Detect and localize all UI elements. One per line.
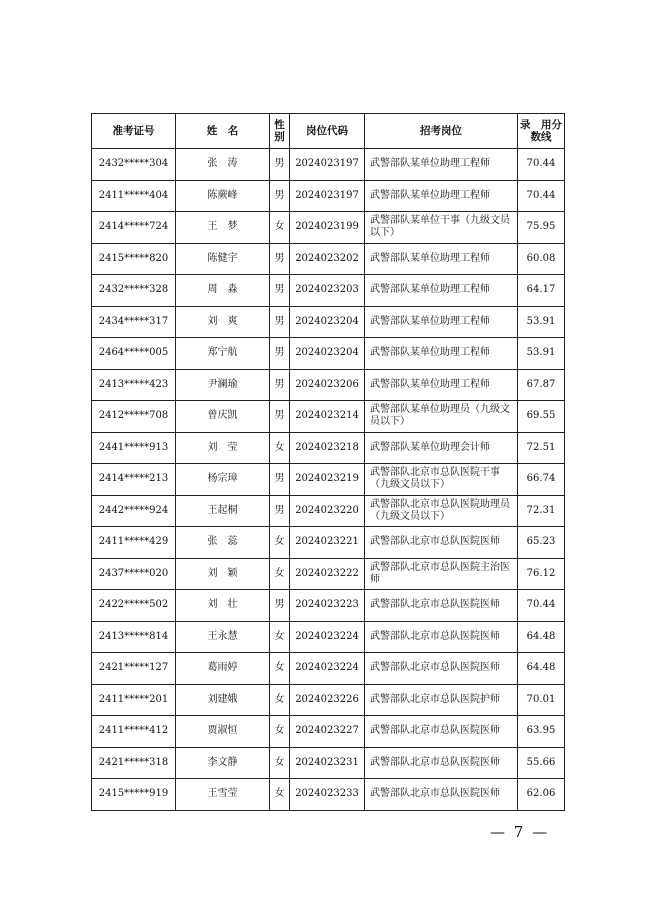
cell-gender: 男 xyxy=(270,369,290,401)
table-row xyxy=(92,212,565,244)
cell-id: 2411*****429 xyxy=(92,527,176,559)
cell-gender: 男 xyxy=(270,180,290,212)
cell-score: 53.91 xyxy=(518,338,565,370)
cell-code: 2024023231 xyxy=(290,747,365,779)
cell-score: 70.44 xyxy=(518,149,565,181)
cell-score: 75.95 xyxy=(518,212,565,244)
cell-gender: 女 xyxy=(270,747,290,779)
cell-position: 武警部队某单位助理会计师 xyxy=(365,432,518,464)
cell-gender: 男 xyxy=(270,149,290,181)
cell-id: 2414*****213 xyxy=(92,464,176,496)
cell-position: 武警部队北京市总队医院医师 xyxy=(365,621,518,653)
cell-id: 2413*****423 xyxy=(92,369,176,401)
cell-id: 2421*****318 xyxy=(92,747,176,779)
cell-name: 贾淑恒 xyxy=(176,716,270,748)
cell-id: 2464*****005 xyxy=(92,338,176,370)
cell-score: 60.08 xyxy=(518,243,565,275)
cell-id: 2442*****924 xyxy=(92,495,176,527)
cell-id: 2413*****814 xyxy=(92,621,176,653)
cell-code: 2024023206 xyxy=(290,369,365,401)
cell-gender: 女 xyxy=(270,527,290,559)
cell-position: 武警部队某单位干事（九级文员以下） xyxy=(365,212,518,244)
cell-gender: 女 xyxy=(270,432,290,464)
cell-score: 63.95 xyxy=(518,716,565,748)
cell-id: 2411*****412 xyxy=(92,716,176,748)
table-row xyxy=(92,401,565,433)
cell-code: 2024023221 xyxy=(290,527,365,559)
header-gender: 性别 xyxy=(270,114,290,149)
cell-name: 张 涛 xyxy=(176,149,270,181)
cell-position: 武警部队某单位助理工程师 xyxy=(365,243,518,275)
cell-name: 王起桐 xyxy=(176,495,270,527)
cell-position: 武警部队北京市总队医院医师 xyxy=(365,590,518,622)
cell-id: 2432*****328 xyxy=(92,275,176,307)
cell-id: 2437*****020 xyxy=(92,558,176,590)
cell-name: 刘 壮 xyxy=(176,590,270,622)
page-number: — 7 — xyxy=(490,823,550,841)
table-row xyxy=(92,306,565,338)
cell-code: 2024023222 xyxy=(290,558,365,590)
table-row xyxy=(92,716,565,748)
cell-name: 王永慧 xyxy=(176,621,270,653)
cell-id: 2415*****919 xyxy=(92,779,176,811)
cell-position: 武警部队某单位助理工程师 xyxy=(365,338,518,370)
cell-gender: 女 xyxy=(270,684,290,716)
cell-name: 李文静 xyxy=(176,747,270,779)
cell-score: 62.06 xyxy=(518,779,565,811)
cell-score: 64.48 xyxy=(518,621,565,653)
table-row xyxy=(92,180,565,212)
cell-score: 76.12 xyxy=(518,558,565,590)
cell-position: 武警部队某单位助理工程师 xyxy=(365,149,518,181)
cell-score: 66.74 xyxy=(518,464,565,496)
cell-score: 70.44 xyxy=(518,180,565,212)
cell-name: 王 梦 xyxy=(176,212,270,244)
cell-position: 武警部队北京市总队医院医师 xyxy=(365,653,518,685)
table-row xyxy=(92,149,565,181)
cell-score: 67.87 xyxy=(518,369,565,401)
cell-score: 65.23 xyxy=(518,527,565,559)
table-row xyxy=(92,369,565,401)
cell-id: 2441*****913 xyxy=(92,432,176,464)
cell-id: 2422*****502 xyxy=(92,590,176,622)
cell-code: 2024023227 xyxy=(290,716,365,748)
table-row xyxy=(92,558,565,590)
cell-position: 武警部队北京市总队医院干事（九级文员以下） xyxy=(365,464,518,496)
cell-gender: 女 xyxy=(270,621,290,653)
cell-code: 2024023204 xyxy=(290,338,365,370)
header-id: 准考证号 xyxy=(92,114,176,149)
cell-name: 杨宗璋 xyxy=(176,464,270,496)
cell-gender: 女 xyxy=(270,653,290,685)
table-row xyxy=(92,653,565,685)
cell-name: 葛雨婷 xyxy=(176,653,270,685)
cell-position: 武警部队北京市总队医院助理员（九级文员以下） xyxy=(365,495,518,527)
cell-name: 陈蕨峰 xyxy=(176,180,270,212)
cell-id: 2414*****724 xyxy=(92,212,176,244)
cell-gender: 男 xyxy=(270,495,290,527)
cell-position: 武警部队某单位助理工程师 xyxy=(365,306,518,338)
cell-score: 72.31 xyxy=(518,495,565,527)
cell-score: 70.44 xyxy=(518,590,565,622)
cell-code: 2024023197 xyxy=(290,149,365,181)
cell-name: 郑宁航 xyxy=(176,338,270,370)
cell-gender: 男 xyxy=(270,401,290,433)
cell-position: 武警部队北京市总队医院医师 xyxy=(365,747,518,779)
cell-code: 2024023219 xyxy=(290,464,365,496)
cell-code: 2024023202 xyxy=(290,243,365,275)
cell-gender: 男 xyxy=(270,275,290,307)
cell-code: 2024023204 xyxy=(290,306,365,338)
cell-gender: 男 xyxy=(270,590,290,622)
cell-id: 2421*****127 xyxy=(92,653,176,685)
cell-position: 武警部队北京市总队医院医师 xyxy=(365,716,518,748)
cell-position: 武警部队某单位助理工程师 xyxy=(365,180,518,212)
table-row xyxy=(92,621,565,653)
cell-score: 53.91 xyxy=(518,306,565,338)
cell-gender: 女 xyxy=(270,212,290,244)
table-row xyxy=(92,464,565,496)
cell-name: 刘建娥 xyxy=(176,684,270,716)
cell-name: 刘 莹 xyxy=(176,432,270,464)
cell-code: 2024023203 xyxy=(290,275,365,307)
cell-name: 刘 颖 xyxy=(176,558,270,590)
cell-gender: 男 xyxy=(270,464,290,496)
cell-code: 2024023224 xyxy=(290,621,365,653)
cell-code: 2024023233 xyxy=(290,779,365,811)
cell-gender: 女 xyxy=(270,779,290,811)
table-header-row xyxy=(92,114,565,149)
cell-gender: 男 xyxy=(270,338,290,370)
cell-score: 55.66 xyxy=(518,747,565,779)
cell-code: 2024023197 xyxy=(290,180,365,212)
cell-gender: 男 xyxy=(270,243,290,275)
table-row xyxy=(92,590,565,622)
cell-gender: 男 xyxy=(270,306,290,338)
header-score: 录 用分数线 xyxy=(518,114,565,149)
cell-position: 武警部队某单位助理工程师 xyxy=(365,369,518,401)
cell-id: 2434*****317 xyxy=(92,306,176,338)
cell-id: 2412*****708 xyxy=(92,401,176,433)
cell-code: 2024023218 xyxy=(290,432,365,464)
cell-position: 武警部队北京市总队医院主治医师 xyxy=(365,558,518,590)
cell-gender: 女 xyxy=(270,558,290,590)
table-row xyxy=(92,747,565,779)
cell-position: 武警部队北京市总队医院医师 xyxy=(365,527,518,559)
cell-id: 2411*****201 xyxy=(92,684,176,716)
table-body xyxy=(92,149,565,811)
results-table xyxy=(91,113,565,811)
cell-name: 张 蕊 xyxy=(176,527,270,559)
cell-score: 64.48 xyxy=(518,653,565,685)
cell-id: 2432*****304 xyxy=(92,149,176,181)
cell-name: 尹澜瑜 xyxy=(176,369,270,401)
cell-code: 2024023226 xyxy=(290,684,365,716)
cell-position: 武警部队北京市总队医院医师 xyxy=(365,779,518,811)
table-row xyxy=(92,432,565,464)
table-row xyxy=(92,275,565,307)
cell-id: 2415*****820 xyxy=(92,243,176,275)
cell-position: 武警部队某单位助理员（九级文员以下） xyxy=(365,401,518,433)
cell-name: 陈健宇 xyxy=(176,243,270,275)
cell-code: 2024023224 xyxy=(290,653,365,685)
table-row xyxy=(92,243,565,275)
table-row xyxy=(92,338,565,370)
cell-score: 69.55 xyxy=(518,401,565,433)
cell-name: 周 淼 xyxy=(176,275,270,307)
header-code: 岗位代码 xyxy=(290,114,365,149)
cell-code: 2024023199 xyxy=(290,212,365,244)
table-row xyxy=(92,779,565,811)
header-position: 招考岗位 xyxy=(365,114,518,149)
table-row xyxy=(92,684,565,716)
table-row xyxy=(92,527,565,559)
cell-code: 2024023220 xyxy=(290,495,365,527)
cell-name: 王雪莹 xyxy=(176,779,270,811)
cell-name: 刘 爽 xyxy=(176,306,270,338)
cell-score: 72.51 xyxy=(518,432,565,464)
cell-id: 2411*****404 xyxy=(92,180,176,212)
cell-position: 武警部队某单位助理工程师 xyxy=(365,275,518,307)
cell-position: 武警部队北京市总队医院护师 xyxy=(365,684,518,716)
table-row xyxy=(92,495,565,527)
cell-code: 2024023214 xyxy=(290,401,365,433)
cell-score: 70.01 xyxy=(518,684,565,716)
cell-gender: 女 xyxy=(270,716,290,748)
cell-code: 2024023223 xyxy=(290,590,365,622)
header-name: 姓 名 xyxy=(176,114,270,149)
cell-score: 64.17 xyxy=(518,275,565,307)
cell-name: 曾庆凯 xyxy=(176,401,270,433)
